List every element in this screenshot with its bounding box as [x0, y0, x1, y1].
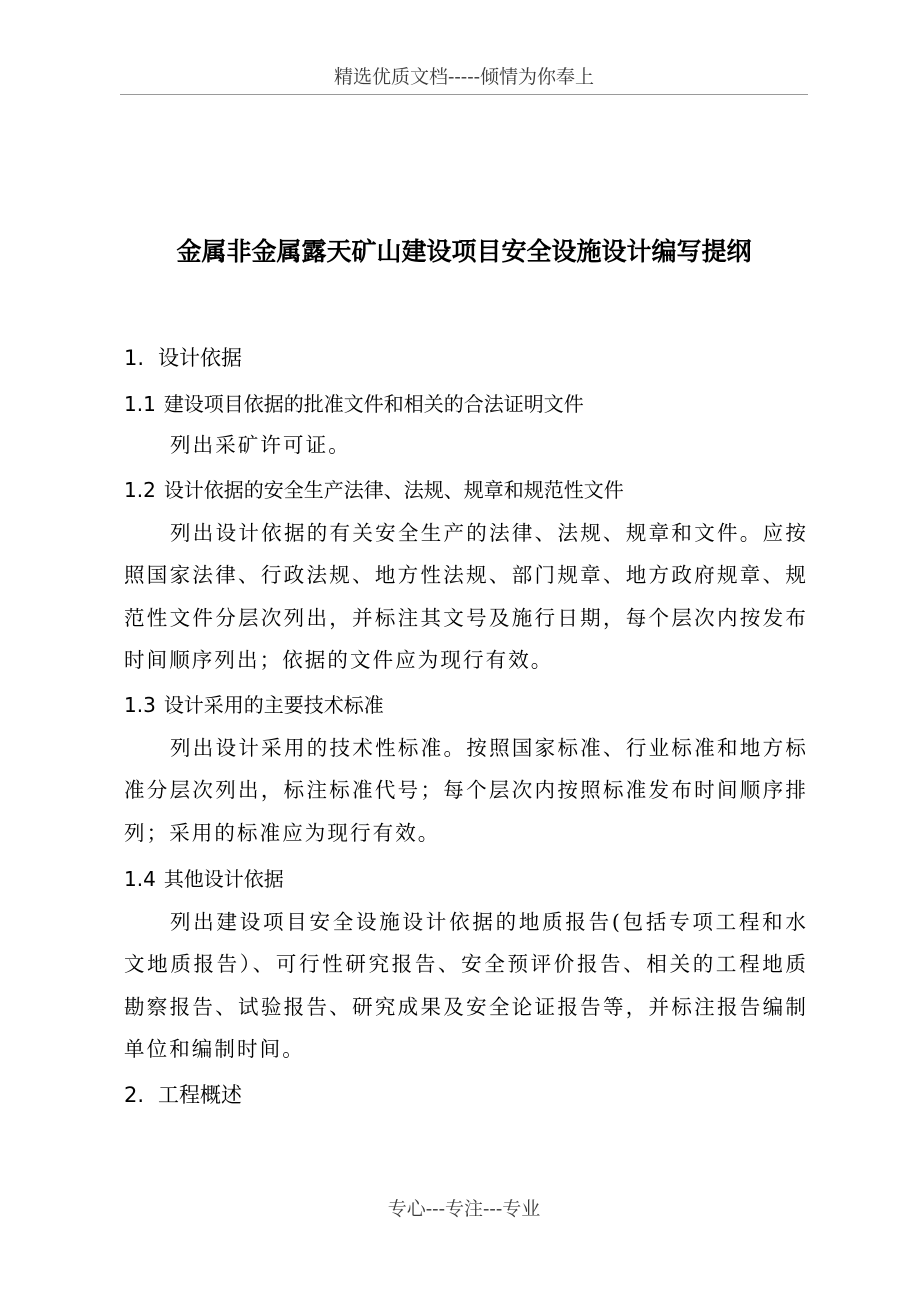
subsection-heading — [124, 475, 624, 505]
page-header: 精选优质文档-----倾情为你奉上 — [120, 62, 808, 95]
subsection-heading — [124, 864, 284, 894]
subsection-number: 1.1 — [124, 392, 156, 416]
subsection-title: 其他设计依据 — [163, 867, 284, 891]
section-number: 1. — [124, 346, 145, 370]
document-title: 金属非金属露天矿山建设项目安全设施设计编写提纲 — [176, 237, 752, 266]
page-footer: 专心---专注---专业 — [387, 1198, 541, 1220]
subsection-heading — [124, 690, 384, 720]
section-heading — [124, 343, 242, 373]
subsection-number: 1.4 — [124, 867, 156, 891]
section-number: 2. — [124, 1083, 145, 1107]
subsection-number: 1.3 — [124, 693, 156, 717]
body-paragraph: 列出设计依据的有关安全生产的法律、法规、规章和文件。应按照国家法律、行政法规、地方性法规、部门规章、地方政府规章、规范性文件分层次列出，并标注其文号及施行日期，每个层次内按发布时间顺序列出；依据的文件应为现行有效。 — [124, 521, 808, 672]
body-paragraph: 列出设计采用的技术性标准。按照国家标准、行业标准和地方标准分层次列出，标注标准代号；每个层次内按照标准发布时间顺序排列；采用的标准应为现行有效。 — [124, 736, 808, 845]
body-paragraph: 列出采矿许可证。 — [170, 433, 351, 457]
section-title: 工程概述 — [158, 1083, 243, 1107]
section-heading — [124, 1080, 242, 1110]
body-paragraph: 列出建设项目安全设施设计依据的地质报告(包括专项工程和水文地质报告）、可行性研究报告、安全预评价报告、相关的工程地质勘察报告、试验报告、研究成果及安全论证报告等，并标注报告编制单位和编制时间。 — [124, 910, 808, 1061]
subsection-title: 建设项目依据的批准文件和相关的合法证明文件 — [163, 392, 584, 416]
subsection-heading — [124, 389, 584, 419]
subsection-title: 设计依据的安全生产法律、法规、规章和规范性文件 — [163, 478, 624, 502]
section-title: 设计依据 — [158, 346, 243, 370]
subsection-number: 1.2 — [124, 478, 156, 502]
subsection-title: 设计采用的主要技术标准 — [163, 693, 384, 717]
